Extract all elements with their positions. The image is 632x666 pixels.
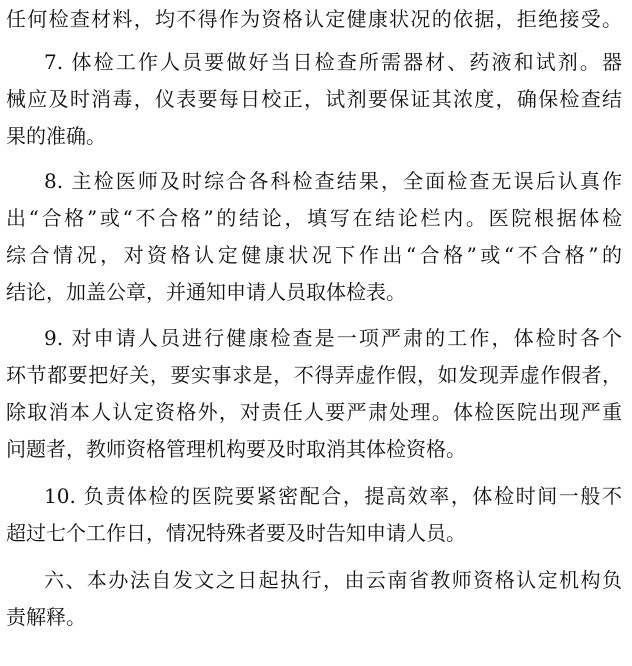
item-10-line: 10. 负责体检的医院要紧密配合，提高效率，体检时间一般不: [44, 484, 622, 508]
text-line: 超过七个工作日，情况特殊者要及时告知申请人员。: [6, 521, 466, 545]
item-9-line: 9. 对申请人员进行健康检查是一项严肃的工作，体检时各个: [44, 326, 622, 350]
text-line: 出“合格”或“不合格”的结论，填写在结论栏内。医院根据体检: [6, 206, 622, 230]
text-line: 问题者，教师资格管理机构要及时取消其体检资格。: [6, 437, 466, 461]
item-8-line: 8. 主检医师及时综合各科检查结果，全面检查无误后认真作: [44, 169, 622, 193]
text-line: 综合情况，对资格认定健康状况下作出“合格”或“不合格”的: [6, 243, 622, 267]
text-line: 除取消本人认定资格外，对责任人要严肃处理。体检医院出现严重: [6, 400, 622, 424]
text-line: 结论，加盖公章，并通知申请人员取体检表。: [6, 280, 406, 304]
text-line: 责解释。: [6, 605, 86, 629]
item-7-line: 7. 体检工作人员要做好当日检查所需器材、药液和试剂。器: [44, 50, 622, 74]
text-line: 环节都要把好关，要实事求是，不得弄虚作假，如发现弄虚作假者，: [6, 363, 622, 387]
text-line: 任何检查材料，均不得作为资格认定健康状况的依据，拒绝接受。: [6, 7, 622, 31]
text-line: 果的准确。: [6, 124, 106, 148]
section-6-line: 六、本办法自发文之日起执行，由云南省教师资格认定机构负: [44, 568, 622, 592]
text-line: 械应及时消毒，仪表要每日校正，试剂要保证其浓度，确保检查结: [6, 87, 622, 111]
